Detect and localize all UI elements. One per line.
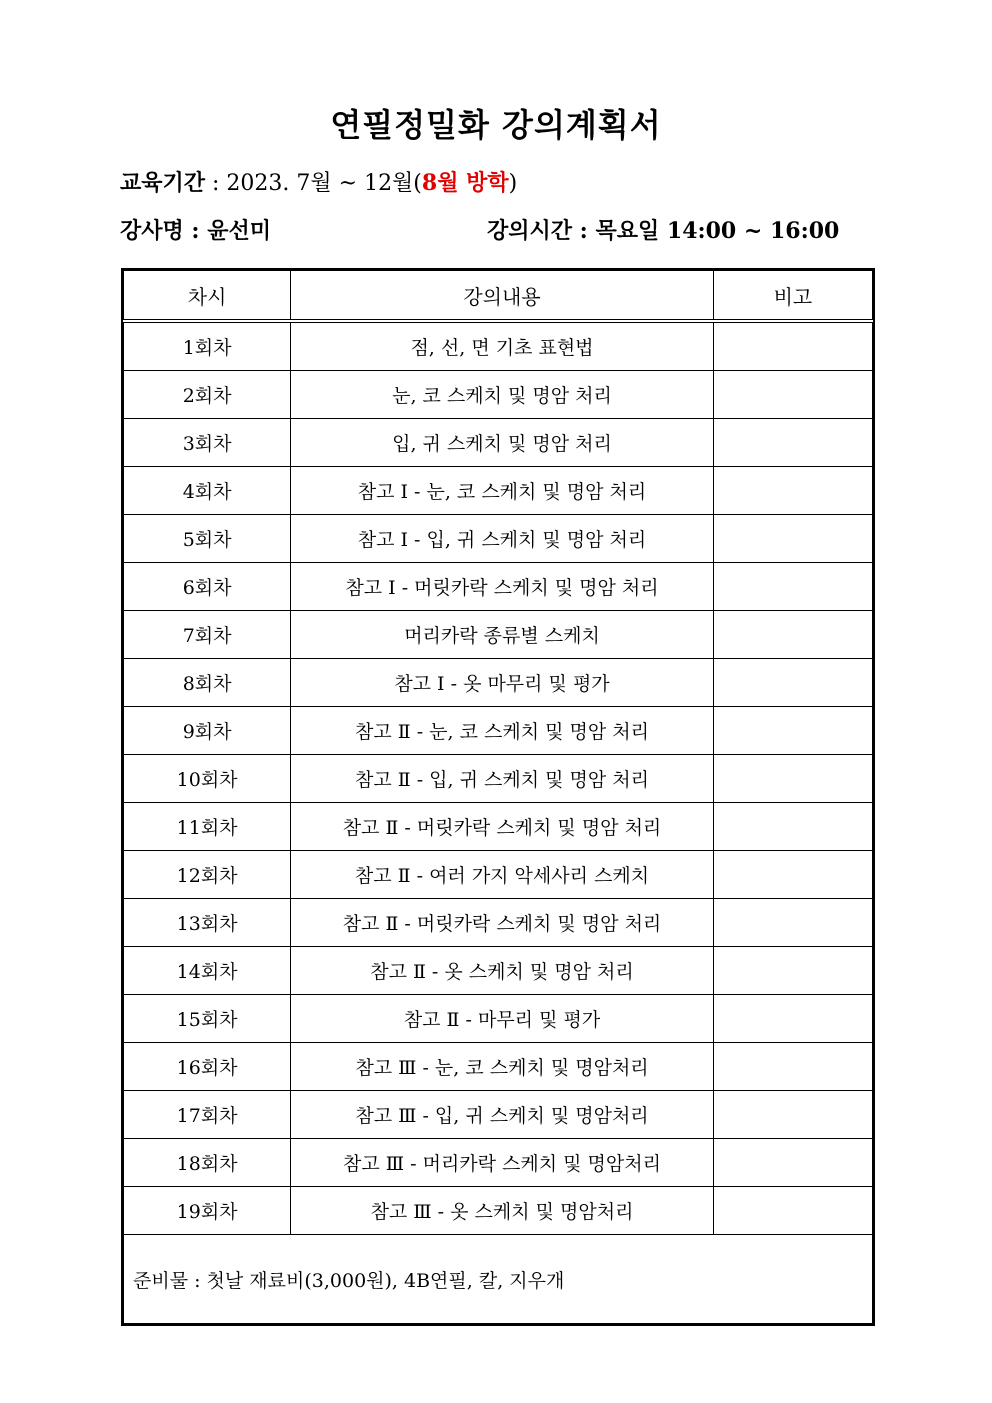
cell-session: 18회차 [124,1139,291,1187]
cell-note [713,467,872,515]
cell-session: 8회차 [124,659,291,707]
instructor-label: 강사명 [120,218,184,244]
table-row [124,899,873,947]
cell-note [713,419,872,467]
cell-note [713,803,872,851]
education-period [120,166,517,197]
education-period-close: ) [508,171,518,196]
cell-content: 참고 Ⅰ - 머릿카락 스케치 및 명암 처리 [291,563,714,611]
cell-content: 참고 Ⅰ - 눈, 코 스케치 및 명암 처리 [291,467,714,515]
education-period-value: 2023. 7월 ~ 12월( [226,171,422,196]
cell-session: 16회차 [124,1043,291,1091]
table-row [124,947,873,995]
table-row [124,755,873,803]
cell-session: 9회차 [124,707,291,755]
table-row [124,563,873,611]
cell-session: 15회차 [124,995,291,1043]
cell-content: 참고 Ⅱ - 입, 귀 스케치 및 명암 처리 [291,755,714,803]
header-content: 강의내용 [291,271,714,322]
cell-note [713,371,872,419]
lecture-time-separator: : [572,218,596,244]
cell-content: 참고 Ⅱ - 여러 가지 악세사리 스케치 [291,851,714,899]
table-row [124,467,873,515]
cell-session: 17회차 [124,1091,291,1139]
table-row [124,995,873,1043]
cell-session: 6회차 [124,563,291,611]
cell-session: 1회차 [124,321,291,371]
lecture-time [487,214,839,245]
cell-session: 3회차 [124,419,291,467]
cell-content: 참고 Ⅲ - 입, 귀 스케치 및 명암처리 [291,1091,714,1139]
table-row [124,1043,873,1091]
cell-content: 참고 Ⅱ - 옷 스케치 및 명암 처리 [291,947,714,995]
cell-note [713,515,872,563]
education-period-label: 교육기간 [120,170,206,196]
table-row [124,371,873,419]
cell-content: 참고 Ⅱ - 눈, 코 스케치 및 명암 처리 [291,707,714,755]
vacation-note: 8월 방학 [421,170,509,196]
table-row [124,707,873,755]
cell-session: 5회차 [124,515,291,563]
cell-note [713,947,872,995]
cell-content: 머리카락 종류별 스케치 [291,611,714,659]
header-session: 차시 [124,271,291,322]
cell-session: 7회차 [124,611,291,659]
cell-note [713,321,872,371]
cell-session: 13회차 [124,899,291,947]
cell-note [713,1139,872,1187]
lecture-plan-table [123,270,873,1324]
cell-note [713,611,872,659]
lecture-time-value: 목요일 14:00 ~ 16:00 [595,218,840,244]
cell-content: 참고 Ⅲ - 눈, 코 스케치 및 명암처리 [291,1043,714,1091]
cell-content: 눈, 코 스케치 및 명암 처리 [291,371,714,419]
cell-session: 14회차 [124,947,291,995]
table-footer-row [124,1235,873,1324]
page-title: 연필정밀화 강의계획서 [330,106,662,144]
education-period-separator: : [205,171,227,196]
table-header-row [124,271,873,322]
cell-note [713,899,872,947]
table-row [124,1139,873,1187]
cell-session: 19회차 [124,1187,291,1235]
cell-content: 참고 Ⅲ - 머리카락 스케치 및 명암처리 [291,1139,714,1187]
table-row [124,803,873,851]
cell-session: 11회차 [124,803,291,851]
cell-note [713,1043,872,1091]
instructor-info [120,214,271,245]
cell-content: 참고 Ⅲ - 옷 스케치 및 명암처리 [291,1187,714,1235]
cell-note [713,851,872,899]
table-row [124,419,873,467]
table-row [124,659,873,707]
cell-note [713,1187,872,1235]
table-row [124,611,873,659]
cell-session: 4회차 [124,467,291,515]
cell-content: 참고 Ⅱ - 머릿카락 스케치 및 명암 처리 [291,899,714,947]
table-row [124,1187,873,1235]
cell-note [713,659,872,707]
instructor-name: 윤선미 [207,218,271,244]
table-row [124,1091,873,1139]
cell-note [713,707,872,755]
cell-content: 입, 귀 스케치 및 명암 처리 [291,419,714,467]
cell-note [713,1091,872,1139]
cell-note [713,563,872,611]
cell-content: 점, 선, 면 기초 표현법 [291,321,714,371]
cell-session: 2회차 [124,371,291,419]
cell-content: 참고 Ⅰ - 옷 마무리 및 평가 [291,659,714,707]
cell-session: 12회차 [124,851,291,899]
cell-note [713,995,872,1043]
cell-note [713,755,872,803]
table-row [124,851,873,899]
table-row [124,321,873,371]
cell-content: 참고 Ⅰ - 입, 귀 스케치 및 명암 처리 [291,515,714,563]
instructor-separator: : [183,218,208,244]
cell-content: 참고 Ⅱ - 마무리 및 평가 [291,995,714,1043]
cell-content: 참고 Ⅱ - 머릿카락 스케치 및 명암 처리 [291,803,714,851]
cell-session: 10회차 [124,755,291,803]
table-row [124,515,873,563]
lecture-time-label: 강의시간 [487,218,573,244]
materials-note: 준비물 : 첫날 재료비(3,000원), 4B연필, 칼, 지우개 [124,1235,873,1324]
header-note: 비고 [713,271,872,322]
